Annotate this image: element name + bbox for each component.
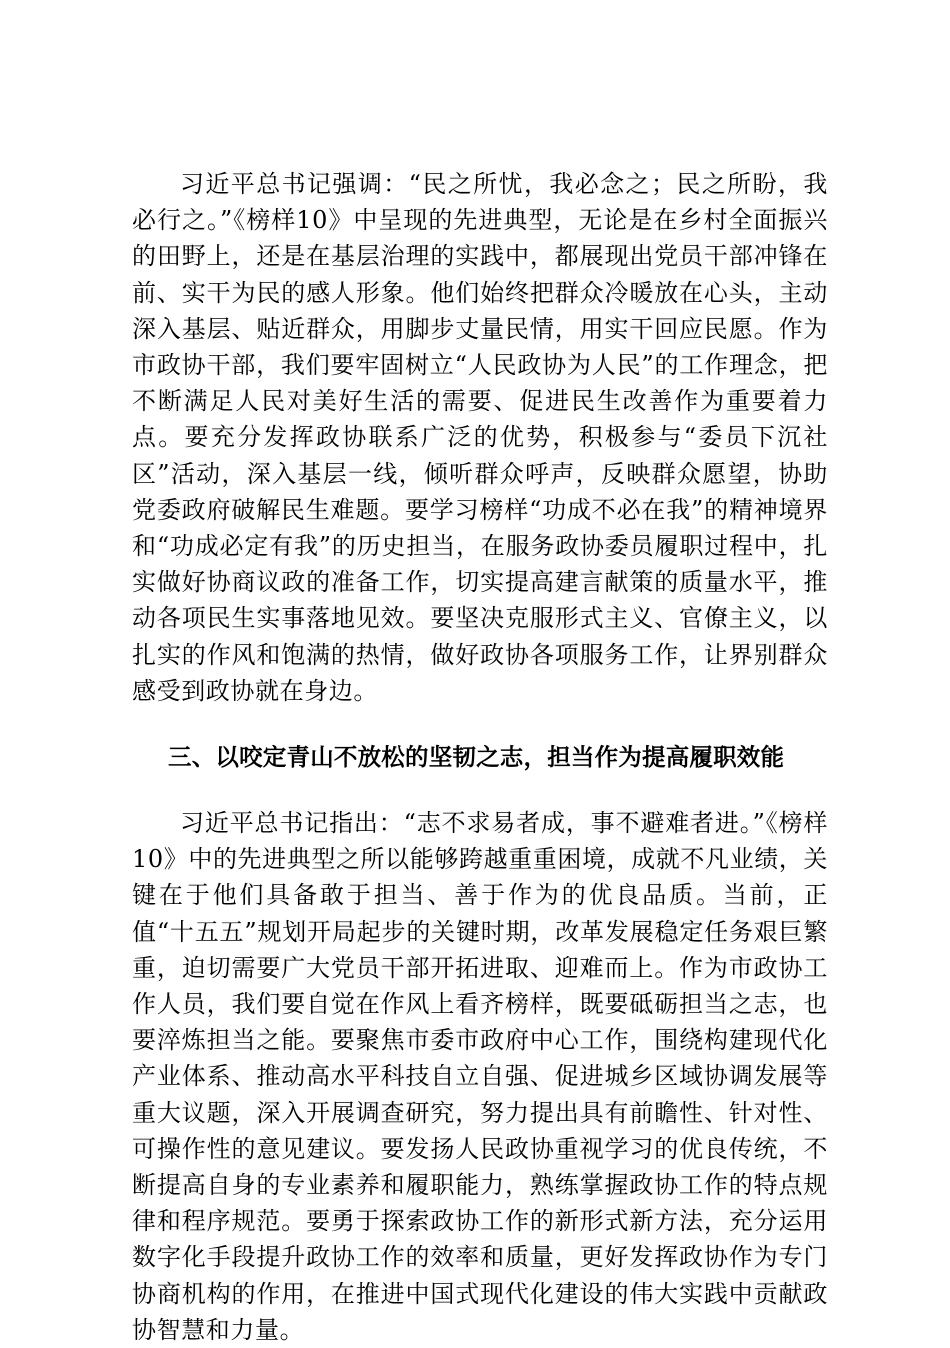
body-paragraph-2: 习近平总书记指出：“志不求易者成，事不避难者进。”《榜样10》中的先进典型之所以能够跨越重重困境，成就不凡业绩，关键在于他们具备敢于担当、善于作为的优良品质。当前，正值“十五五”规划开局起步的关键时期，改革发展稳定任务艰巨繁重，迫切需要广大党员干部开拓进取、迎难而上。作为市政协工作人员，我们要自觉在作风上看齐榜样，既要砥砺担当之志，也要淬炼担当之能。要聚焦市委市政府中心工作，围绕构建现代化产业体系、推动高水平科技自立自强、促进城乡区域协调发展等重大议题，深入开展调查研究，努力提出具有前瞻性、针对性、可操作性的意见建议。要发扬人民政协重视学习的优良传统，不断提高自身的专业素养和履职能力，熟练掌握政协工作的特点规律和程序规范。要勇于探索政协工作的新形式新方法，充分运用数字化手段提升政协工作的效率和质量，更好发挥政协作为专门协商机构的作用，在推进中国式现代化建设的伟大实践中贡献政协智慧和力量。 <box>132 809 828 1344</box>
document-page <box>132 166 828 1348</box>
body-paragraph-1: 习近平总书记强调：“民之所忧，我必念之；民之所盼，我必行之。”《榜样10》中呈现的先进典型，无论是在乡村全面振兴的田野上，还是在基层治理的实践中，都展现出党员干部冲锋在前、实干为民的感人形象。他们始终把群众冷暖放在心头，主动深入基层、贴近群众，用脚步丈量民情，用实干回应民愿。作为市政协干部，我们要牢固树立“人民政协为人民”的工作理念，把不断满足人民对美好生活的需要、促进民生改善作为重要着力点。要充分发挥政协联系广泛的优势，积极参与“委员下沉社区”活动，深入基层一线，倾听群众呼声，反映群众愿望，协助党委政府破解民生难题。要学习榜样“功成不必在我”的精神境界和“功成必定有我”的历史担当，在服务政协委员履职过程中，扎实做好协商议政的准备工作，切实提高建言献策的质量水平，推动各项民生实事落地见效。要坚决克服形式主义、官僚主义，以扎实的作风和饱满的热情，做好政协各项服务工作，让界别群众感受到政协就在身边。 <box>132 170 828 705</box>
section-heading-3: 三、以咬定青山不放松的坚韧之志，担当作为提高履职效能 <box>168 743 785 772</box>
